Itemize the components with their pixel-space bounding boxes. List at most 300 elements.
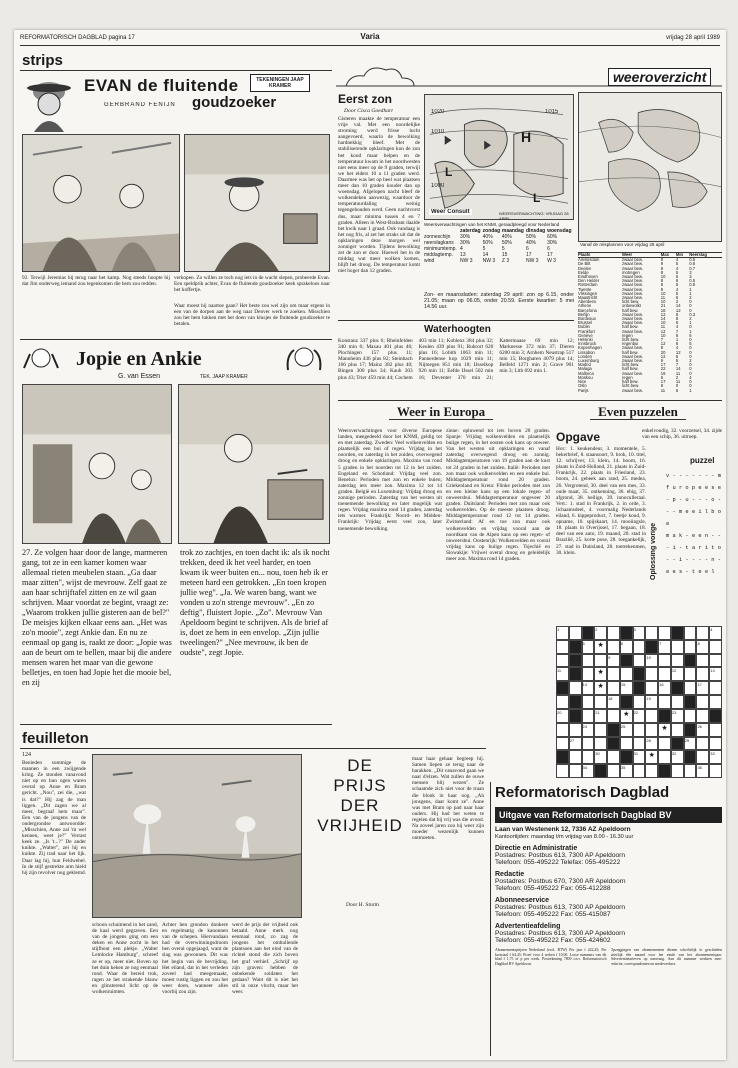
evan-credit-badge: TEKENINGEN JAAP KRAMER [250,74,310,92]
forecast-cell: zonneschijn [424,234,451,240]
city-cell: zwaar bew. [621,265,643,271]
solution-row: m a k - e e n - - [666,533,721,539]
crossword-cell[interactable] [709,737,722,751]
forecast-cell: middagtemp. [424,252,453,258]
crossword-block [633,667,646,681]
puzzle-intro: enkelvoudig, 32. voorzetsel, 34. zijde van een schip, 36. uitroep. [642,428,722,441]
crossword-cell[interactable] [633,654,646,668]
city-cell: 11 [660,387,666,393]
city-cell: 9 [660,265,664,271]
map-low-1: L [445,165,453,179]
solution-row: - p - u - - - o - [666,497,721,503]
crossword-cell[interactable]: 18 [607,695,620,709]
header-right: vrijdag 28 april 1989 [665,35,720,41]
crossword-cell[interactable] [696,654,709,668]
city-cell: Madrid [578,362,591,368]
crossword-cell[interactable] [556,723,569,737]
city-cell: zwaar bew. [621,320,643,326]
crossword-cell[interactable] [556,764,569,778]
city-cell: zwaar bew. [621,345,643,351]
crossword-cell[interactable]: 32 [671,750,684,764]
city-col-header: Weer [622,253,661,258]
forecast-cell: 13 [460,252,466,258]
crossword-cell[interactable] [684,667,697,681]
crossword-cell[interactable]: 7 [658,640,671,654]
crossword-cell[interactable] [645,626,658,640]
city-cell: Nice [578,379,587,385]
crossword-cell[interactable] [569,750,582,764]
city-cell: half bew. [621,349,639,355]
crossword-block [594,764,607,778]
book-title-2: PRIJS [333,776,387,795]
forecast-cell: NW 3 [526,258,539,264]
crossword-block [607,737,620,751]
forecast-row [424,258,574,264]
forecast-cell: 50% [526,234,537,240]
colophon-address: Laan van Westenenk 12, 7336 AZ Apeldoorn [495,826,631,833]
city-cell: 6 [660,374,664,380]
forecast-cell: 17 [547,252,553,258]
forecast-cell: NW 3 [460,258,473,264]
crossword-cell[interactable] [645,723,658,737]
crossword-block [709,709,722,723]
crossword-cell[interactable] [671,640,684,654]
city-cell: 0.7 [689,265,696,271]
crossword-cell[interactable] [607,750,620,764]
map-low-2: L [533,191,541,205]
puzzle-title-banner [554,404,722,426]
crossword-cell[interactable] [569,723,582,737]
crossword-cell[interactable]: 4 [709,626,722,640]
forecast-cell: 40% [482,234,493,240]
crossword-cell[interactable] [582,654,595,668]
crossword-cell[interactable] [696,667,709,681]
crossword-cell[interactable]: 30 [594,750,607,764]
solution-row: - - i - - - - n - [666,557,721,563]
crossword-cell[interactable]: 17 [696,681,709,695]
crossword-cell[interactable] [671,654,684,668]
crossword-cell[interactable] [684,640,697,654]
crossword-cell[interactable] [658,626,671,640]
crossword-cell[interactable] [684,626,697,640]
crossword-cell[interactable]: 36 [696,764,709,778]
crossword-cell[interactable]: ★ [594,667,607,681]
crossword-cell[interactable]: 23 [671,709,684,723]
crossword-cell[interactable]: 2 [594,626,607,640]
crossword-cell[interactable]: 31 [633,750,646,764]
city-cell: 5 [675,282,679,288]
crossword-cell[interactable] [709,723,722,737]
city-cell: 0.3 [689,311,696,317]
crossword-block [684,723,697,737]
crossword-cell[interactable] [594,737,607,751]
city-cell: Eindhoven [578,274,598,280]
europe-map [578,92,722,242]
crossword-cell[interactable] [645,681,658,695]
forecast-cell: neerslagkans [424,240,454,246]
crossword-cell[interactable] [684,681,697,695]
city-cell: Aberdeen [578,299,597,305]
forecast-cell: 17 [526,252,532,258]
city-cell: 0 [689,353,692,359]
city-cell: Rotterdam [578,282,598,288]
divider [338,400,722,401]
city-cell: 18 [660,307,666,313]
forecast-cell: 5 [501,246,505,252]
eerst-zon-body: Gisteren maakte de temperatuur een vrije val. Met een noordelijke stroming werd frisse lucht aangevoerd, waarin de bewolking hardnekkig bleef. Met de stabiliserende opklaringen kon de zon het koud maar helpen en de temperatuur kwam in het noordwesten niet eens meer op de 9 graden, terwijl we het elders 10 a 11 graden werd. Daarmee was het op heel wat plaatsen meer dan 10 graden kouder dan op woensdag. Afgelopen nacht bleef de wolkendeken aanwezig, waardoor de temperatuurdaling weinig tegengehouden werd. Geen nachtvorst dus, maar minima tussen 4 en 7 graden. Alleen in West-Brabant daalde het kwik naar 1 graad. Ook vandaag is het nog fris, al zet het straks uit dat de opklaringen deze morgen wel zonniger worden. Tijdens bewolking zet de zon er door. Hoewel het in de middag wat meer wolken komen, blijft het droog. De temperatuur komt niet hoger dan 12 graden. [338,116,420,275]
crossword-cell[interactable]: 22 [633,709,646,723]
crossword-cell[interactable]: 33 [709,750,722,764]
city-cell: Mallorca [578,370,594,376]
strips-section-title: strips [22,52,63,69]
crossword-cell[interactable]: 20 [556,709,569,723]
colophon-publisher: Uitgave van Reformatorisch Dagblad BV [495,807,722,823]
crossword-cell[interactable]: 34 [582,764,595,778]
city-cell: Brussel [578,320,592,326]
crossword-cell[interactable] [633,695,646,709]
city-cell: 1 [675,337,679,343]
city-cell: 2 [689,358,692,364]
crossword-cell[interactable]: 16 [658,681,671,695]
crossword-cell[interactable] [556,695,569,709]
jopie-text-right: trok zo zachtjes, en toen dacht ik: als ik nocht trekken, deed ik het veel harder, en toen kwam ik weer buiten en... nou, toen heb ik er meteen hard een getrokken. „En toen kropen jullie weg". „Ja. We waren bang, want we vonden u zo'n strenge mevrouw". „En zo deftig", fluistert Jopie. „Zo". Mevrouw Van Apeldoorn begint te schrijven. Als de brief af is, doet ze hem in een envelop. „Zijn jullie tweelingen?" „Nee mevrouw, ik ben de oudste", zegt Jopie. [180,548,330,657]
crossword-cell[interactable]: ★ [645,750,658,764]
city-cell: 17 [660,379,666,385]
crossword-cell[interactable] [696,709,709,723]
colophon-block-title: Abonneeservice [495,897,550,904]
crossword-cell[interactable] [633,640,646,654]
crossword-block [658,764,671,778]
colophon-block-line: Telefoon: 055-495222 Telefax: 055-495222 [495,859,621,866]
crossword-cell[interactable] [607,626,620,640]
crossword-cell[interactable] [671,695,684,709]
crossword-cell[interactable] [582,737,595,751]
feuilleton-col1: Benieden sommige de mannen in een zwijgende kring. Ze stonden vanavond niet op en hun ogen waren overal op Anne en Bram gericht. „Nou", zei die, „wat is dat?" Hij zag de man liggen. „Dit zagen we al meer, begraaf hem maar". Een van de jongens van de ondergrondse antwoordde: „Misschien, Anne zal 'm wel kennen, weet je?" Verrast keek ze. „Is 't...?" De ander knikte. „Walter", zei hij en knikte. Zij trad naar het lijk. Daar lag hij, hun Feldwebel. In de stijf gestrekte arm hield hij zijn revolver nog geklemd. [22,760,86,876]
colophon-brand: Reformatorisch Dagblad [495,784,670,801]
map-isobar-2: 1010 [431,129,445,135]
crossword-cell[interactable]: 11 [556,667,569,681]
crossword-cell[interactable]: ★ [620,709,633,723]
crossword-cell[interactable] [645,764,658,778]
page-header [20,32,720,46]
crossword-cell[interactable] [633,764,646,778]
crossword-block [684,654,697,668]
colophon-block-title: Directie en Administratie [495,845,578,852]
city-cell: 0.6 [689,261,696,267]
evan-caption-mid: verkopen. Zo willen ze toch nog iets in de wacht slepen, probeerde Evan. Een speldprik achter, Evan de fluitende goudzoeker keek sprakeloos naar het koffertje. [174,275,330,294]
crossword-block [671,626,684,640]
crossword-cell[interactable] [709,681,722,695]
city-cell: regen [621,332,633,338]
puzzle-title: Even puzzelen [590,404,686,420]
city-cell: 6 [675,320,679,326]
oplossing-label-wrap [650,500,662,580]
city-cell: zwaar bew. [621,311,643,317]
crossword-grid [556,626,722,778]
city-cell: zwaar bew. [621,261,643,267]
city-cell: 0 [689,345,692,351]
forecast-cell: 40% [526,240,537,246]
crossword-cell[interactable] [620,667,633,681]
crossword-cell[interactable]: ★ [658,723,671,737]
city-cell: 10 [660,299,666,305]
crossword-cell[interactable]: 21 [594,709,607,723]
crossword-cell[interactable] [582,709,595,723]
city-cell: 19 [660,370,666,376]
city-cell: 11 [675,370,681,376]
weer-europa-col1: Weersverwachtingen voor diverse Europese landen, meegedeeld door het KNMI, geldig tot en met zaterdag. Zweden: Veel wolkenvelden en plaatselijk een bui of regen. Vrijdag in het noorden, en zaterdag in het zuiden, overwegend droog en enkele opklaringen. Maxima van rond 5 graden in het noorden tot 12 in het zuiden. Engeland en Schotland: Vrijdag veel zon. Benelux: Perioden met zon en enkele buien; zaterdag iets meer zon. Maxima 12 tot 14 graden. België en Luxemburg: Vrijdag droog en zonnige perioden. Zaterdag van het westen uit toenemende bewolking en later mogelijk wat regen. Vrijdag maxima rond 14 graden, zaterdag iets warmer. Frankrijk: Noord- en Midden-Frankrijk: Vrijdag eerst veel zon, later toenemende bewolking. [338,428,442,532]
city-cell: zwaar bew. [621,358,643,364]
crossword-block [569,667,582,681]
crossword-cell[interactable] [658,750,671,764]
city-cell: 6 [675,311,679,317]
eerst-zon-title: Eerst zon [338,92,393,106]
crossword-cell[interactable] [709,764,722,778]
waterhoogten-body: Konstanz 337 plus 6; Rheinfelden 340 min 6; Maxau 401 plus 46; Plochingen 157 plus 11; Mannheim 436 plus 82; Steinbach 166 plus 17; Mainz 382 plus 40; Bingen 300 plus 34; Kaub 303 plus 43; Trier 459 min 44; Cochem 403 min 11; Koblenz 384 plus 32; Keulen 439 plus 91; Ruhrort 620 plus 16; Lobith 1063 min 11; Pannerdense kop 1029 min 11; Nijmegen 851 min 18; IJsselkop 926 min 11; Eefde IJssel 502 min 16; Deventer 370 min 21; Kattermaase 69 min 12; Marknesse 372 min 37; Dieren 6200 min 3; Arnhem Neustrap 517 min 15; Borgharen 4079 plus 14; Belfeld 1271 min 2; Grave 901 min 3; Lith 692 min 1. [338,338,574,381]
forecast-cell: 5 [482,246,486,252]
crossword-cell[interactable] [582,750,595,764]
city-cell: 0.8 [689,282,696,288]
evan-panel-1 [22,134,180,272]
city-cell: 12 [675,349,681,355]
city-col-header: Min [676,253,689,258]
crossword-block [620,626,633,640]
city-cell: half bew. [621,324,639,330]
city-cell: 0.5 [689,278,696,284]
crossword-cell[interactable]: 27 [569,737,582,751]
crossword-cell[interactable]: 25 [620,723,633,737]
forecast-cell: 14 [482,252,489,258]
city-cell: regen [621,374,633,380]
forecast-cell: 30% [460,234,471,240]
jopie-girl-left [22,344,60,374]
crossword-cell[interactable]: 28 [645,737,658,751]
city-cell: zwaar bew. [621,328,643,334]
crossword-cell[interactable] [658,667,671,681]
solution-row: - - m e e i l b o e [666,509,721,527]
map-brand: Weer Consult [431,209,470,215]
city-cell: zwaar bew. [621,353,643,359]
crossword-cell[interactable] [607,709,620,723]
forecast-cell: wind [424,258,435,264]
crossword-cell[interactable]: 19 [645,695,658,709]
crossword-cell[interactable] [582,695,595,709]
crossword-cell[interactable]: 1 [556,626,569,640]
city-cell: 0 [689,307,692,313]
city-cell: 1 [689,320,692,326]
city-row [578,389,722,393]
evan-portrait [24,74,74,132]
crossword-cell[interactable] [556,640,569,654]
crossword-cell[interactable]: 14 [582,681,595,695]
crossword-cell[interactable] [696,626,709,640]
city-cell: 11 [675,379,681,385]
weather-map [424,94,574,220]
city-cell: 4 [675,265,679,271]
crossword-block [684,750,697,764]
crossword-cell[interactable] [569,681,582,695]
crossword-cell[interactable] [658,695,671,709]
crossword-cell[interactable]: 9 [607,654,620,668]
crossword-cell[interactable] [696,737,709,751]
crossword-cell[interactable] [594,723,607,737]
opgave-text: Hor.: 1. keukendeur, 3. momentele, 5. bekerbrief, 8. staansoort, 9. brok, 10. titel, 12. schrijver, 13. klein, 14. boom, 16. plaats in Zuid-Holland, 21. plaats in Zuid-Frankrijk, 22. plaats in Friesland, 23. boom, 24. gebeek aan rand, 25. medea, 26. Vergrotend, 30. deel van een mes, 33. oude maat, 35. ontkenning, 36. ebig, 37. afgrond, 38. heilige, 39. innoculleraal. Vert.: 1. stad in Frankrijk, 2. in orde, 3. lichaamsdeel, 4. voormalig Nederlands eiland, 6. kippeproduct, 7. beetje koud, 9. opname, 10. spijskaart, 14. mooiingsle, 18. plaats in Overijssel, 17. begaan, 18. deel van een auto, 19. maand, 20. stad in Brazilië, 25. korte pose, 28. toegankelijk, 27. stad in Duitsland, 28. toetrekenmen, 30. klein. [556,446,646,556]
crossword-cell[interactable] [633,723,646,737]
forecast-cell: 15 [501,252,508,258]
city-cell: 4 [675,257,679,263]
city-col-header: Plaats [578,253,622,258]
crossword-cell[interactable] [607,764,620,778]
crossword-cell[interactable] [582,667,595,681]
crossword-cell[interactable] [696,695,709,709]
city-cell: 14 [675,303,681,309]
crossword-cell[interactable]: ★ [594,640,607,654]
crossword-cell[interactable] [684,764,697,778]
city-cell: 6 [675,295,679,301]
forecast-cell: 4 [460,246,463,252]
city-cell: 0 [689,303,692,309]
evan-title-line1: EVAN de fluitende [84,76,239,95]
crossword-cell[interactable] [556,737,569,751]
city-cell: Twente [578,286,592,292]
jopie-text-left: 27. Ze volgen haar door de lange, marmeren gang, tot ze in een kamer komen waar allemaal rieten meubelen staan. „Ga daar maar zitten", wijst de mevrouw. Zelf gaat ze aan haar schrijftafel zitten en ze wil gaan schrijven. Maar voordat ze begint, vraagt ze: „Waarom trokken jullie gisteren aan de bel?" De meisjes kijken elkaar eens aan. „Het was zo'n mooie", zegt Ankie dan. En nu ze eenmaal op gang is, raakt ze door: „Jopie was aan de beurt om te bellen, maar bij die andere mensen waren het maar van die gewone belletjes, en toen had Jopie het die mooie bel, en zij [22,548,172,687]
city-cell: Maastricht [578,295,598,301]
map-isobar-3: 1000 [431,183,445,189]
city-cell: 5 [689,341,692,347]
city-cell: 12 [660,311,666,317]
weer-europa-title: Weer in Europa [389,404,493,420]
city-cell: 1 [689,328,692,334]
crossword-cell[interactable] [658,654,671,668]
crossword-cell[interactable]: 15 [620,681,633,695]
city-cell: licht bew. [621,299,640,305]
city-cell: 2 [675,374,679,380]
weather-section-title: weeroverzicht [608,68,711,86]
crossword-cell[interactable] [645,667,658,681]
crossword-cell[interactable] [709,640,722,654]
city-cell: zwaar bew. [621,316,643,322]
forecast-cell: 60% [547,234,558,240]
city-cell: 8 [660,269,664,275]
forecast-col-header: zaterdag [460,228,481,234]
colophon-block [495,923,722,944]
crossword-cell[interactable] [709,695,722,709]
city-cell: Den Helder [578,278,600,284]
crossword-cell[interactable]: 6 [620,640,633,654]
colophon-block-line: Postadres: Postbus 670, 7300 AR Apeldoorn [495,878,626,885]
city-cell: 12 [660,328,666,334]
crossword-cell[interactable] [569,764,582,778]
jopie-author: G. van Essen [118,373,161,380]
crossword-cell[interactable] [607,667,620,681]
crossword-cell[interactable] [645,709,658,723]
crossword-cell[interactable]: 29 [684,737,697,751]
feuilleton-col2: schoon schuimend in het zand, de kaal werd gegraven. Een van de jongens ging om een deken en Anne zocht in het stijfhout een plekje. „Walter Lemlocke Hamburg", schreef ze er op, meer niet. Boven op het duin keken ze nog eenmaal rond. Waar de bereid trok, ragen ze het strakende blauw en glinsterend licht op de wolkenruimten. [92,922,158,996]
crossword-cell[interactable] [594,654,607,668]
colophon-block-line: Postadres: Postbus 613, 7300 AP Apeldoorn [495,852,626,859]
city-cell: Kopenhagen [578,345,602,351]
crossword-cell[interactable] [569,626,582,640]
colophon-block-line: Telefoon: 055-495222 Fax: 055-412288 [495,885,611,892]
city-cell: regenbui [621,341,639,347]
crossword-cell[interactable]: 35 [620,764,633,778]
jopie-panel-1 [22,384,172,544]
crossword-cell[interactable]: 3 [633,626,646,640]
city-cell: 17 [660,362,666,368]
crossword-block [633,681,646,695]
crossword-cell[interactable] [671,764,684,778]
colophon-block-title: Advertentieafdeling [495,923,561,930]
city-cell: 6 [675,341,679,347]
city-cell: licht bew. [621,362,640,368]
city-cell: onbewolkt [621,303,641,309]
forecast-table [424,222,574,292]
crossword-cell[interactable] [607,640,620,654]
crossword-block [658,709,671,723]
city-cell: 0 [689,379,692,385]
city-cell: Moskou [578,374,593,380]
colophon-small-print [495,948,722,1006]
city-col-header: Max [661,253,676,258]
crossword-cell[interactable]: 13 [709,667,722,681]
city-cell: 10 [660,274,666,280]
crossword-cell[interactable] [556,654,569,668]
crossword-cell[interactable] [620,737,633,751]
feuilleton-illustration [92,754,302,918]
crossword-cell[interactable] [684,709,697,723]
city-cell: 21 [660,303,666,309]
crossword-cell[interactable] [709,654,722,668]
city-cell: 6 [675,387,679,393]
crossword-cell[interactable]: ★ [594,681,607,695]
forecast-col-header: woensdag [547,228,572,234]
evan-panel-2 [184,134,330,272]
city-cell: Luxemburg [578,358,599,364]
crossword-cell[interactable]: 8 [696,640,709,654]
crossword-cell[interactable]: 24 [582,723,595,737]
book-title-1: DE [347,756,373,775]
crossword-cell[interactable] [607,681,620,695]
crossword-cell[interactable] [696,750,709,764]
colophon-small-left: Abonnementsprijzen Nederland (excl. BTW) Per jaar f 242,45; Per kwartaal f 64,45; Proef voor 4 weken f 10,00. Losse nummers van dit blad f 1,75 of p per week. Postrekening 7800 t.n.v. Reformatorisch Dagblad BV Apeldoorn. [495,948,607,966]
crossword-cell[interactable] [633,737,646,751]
crossword-cell[interactable] [658,737,671,751]
city-cell: 4 [675,286,679,292]
city-cell: 6 [675,274,679,280]
crossword-block [607,723,620,737]
forecast-col-header: dinsdag [526,228,546,234]
city-cell: 8 [660,278,664,284]
crossword-cell[interactable]: 26 [696,723,709,737]
city-cell: 10 [660,320,666,326]
crossword-cell[interactable] [594,695,607,709]
crossword-cell[interactable]: 12 [671,667,684,681]
divider [338,320,574,321]
city-cell: 8 [675,316,679,322]
city-cell: 5 [675,290,679,296]
city-cell: Dublin [578,324,590,330]
city-cell: 7 [660,337,664,343]
crossword-block [620,695,633,709]
city-cell: 0.6 [689,257,696,263]
crossword-cell[interactable]: 10 [645,654,658,668]
crossword-cell[interactable]: 5 [582,640,595,654]
crossword-cell[interactable] [671,723,684,737]
jopie-title: Jopie en Ankie [76,348,202,370]
colophon-small-right: Opzeggingen van abonnementen dienen schriftelijk te geschieden uiterlijk één maand voor het einde van het abonnementsjaar. Advertentietarieven op aanvraag. Aan dit nummer werkten mee: redactie, correspondenten en medewerkers. [610,948,722,966]
city-cell: Innsbruck [578,341,597,347]
city-cell: motregen [621,269,640,275]
